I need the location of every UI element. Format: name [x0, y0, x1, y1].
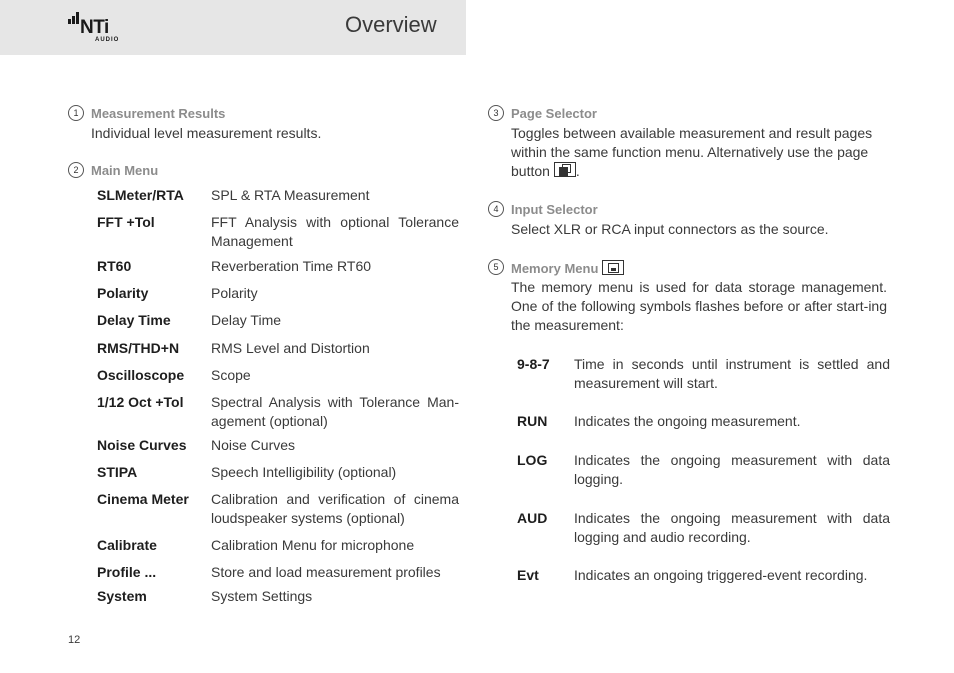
menu-key: System	[97, 588, 147, 604]
menu-key: Polarity	[97, 285, 149, 301]
section-number-5: 5	[488, 259, 504, 275]
menu-value: Noise Curves	[211, 437, 296, 453]
section-text-memory-menu: The memory menu is used for data storage management. One of the following symbols flashes before or after start-ing the measurement:	[511, 279, 887, 333]
logo-subtext: AUDIO	[95, 37, 120, 43]
symbol-value: Indicates the ongoing measurement with data logging.	[574, 452, 890, 487]
section-text-measurement-results: Individual level measurement results.	[91, 125, 322, 141]
symbol-key: 9-8-7	[517, 356, 550, 372]
menu-key: Noise Curves	[97, 437, 187, 453]
menu-key: Oscilloscope	[97, 367, 185, 383]
menu-value: SPL & RTA Measurement	[211, 187, 370, 203]
section-number-4: 4	[488, 201, 504, 217]
menu-value: Scope	[211, 367, 251, 383]
menu-value: System Settings	[211, 588, 313, 604]
memory-disk-icon	[602, 260, 624, 275]
section-text-input-selector: Select XLR or RCA input connectors as the source.	[511, 221, 829, 237]
menu-value: Store and load measurement profiles	[211, 564, 441, 580]
memory-menu-title: Memory Menu	[511, 261, 599, 276]
page-title: Overview	[345, 12, 437, 37]
symbol-value: Time in seconds until instrument is settled and measurement will start.	[574, 356, 890, 391]
symbol-key: RUN	[517, 413, 548, 429]
menu-value: Spectral Analysis with Tolerance Man-agement (optional)	[211, 394, 459, 429]
menu-key: Delay Time	[97, 312, 171, 328]
page-selector-text: Toggles between available measurement and result pages within the same function menu. Alternatively use the page button	[511, 125, 873, 179]
page-toggle-icon	[554, 162, 576, 177]
menu-value: Calibration and verification of cinema loudspeaker systems (optional)	[211, 491, 459, 526]
section-title-measurement-results: Measurement Results	[91, 106, 226, 121]
page-number: 12	[68, 634, 81, 646]
menu-value: RMS Level and Distortion	[211, 340, 370, 356]
menu-key: SLMeter/RTA	[97, 187, 184, 203]
symbol-value: Indicates the ongoing measurement with data logging and audio recording.	[574, 510, 890, 545]
menu-key: RMS/THD+N	[97, 340, 180, 356]
symbol-key: Evt	[517, 567, 539, 583]
menu-value: Reverberation Time RT60	[211, 258, 372, 274]
menu-value: Speech Intelligibility (optional)	[211, 464, 397, 480]
menu-key: Profile ...	[97, 564, 157, 580]
menu-value: Delay Time	[211, 312, 282, 328]
section-text-page-selector	[511, 124, 889, 181]
symbol-key: AUD	[517, 510, 548, 526]
section-title-main-menu: Main Menu	[91, 163, 159, 178]
menu-value: Polarity	[211, 285, 258, 301]
menu-key: 1/12 Oct +Tol	[97, 394, 184, 410]
menu-key: Calibrate	[97, 537, 157, 553]
menu-value: Calibration Menu for microphone	[211, 537, 415, 553]
menu-key: STIPA	[97, 464, 138, 480]
section-number-2: 2	[68, 162, 84, 178]
logo-text: NTi	[80, 17, 109, 38]
symbol-key: LOG	[517, 452, 548, 468]
section-title-input-selector: Input Selector	[511, 202, 598, 217]
symbol-value: Indicates the ongoing measurement.	[574, 413, 801, 429]
section-number-1: 1	[68, 105, 84, 121]
nti-audio-logo	[68, 18, 128, 44]
section-title-memory-menu	[511, 260, 624, 276]
menu-key: Cinema Meter	[97, 491, 189, 507]
section-title-page-selector: Page Selector	[511, 106, 597, 121]
menu-value: FFT Analysis with optional Tolerance Management	[211, 214, 459, 249]
menu-key: FFT +Tol	[97, 214, 155, 230]
menu-key: RT60	[97, 258, 132, 274]
symbol-value: Indicates an ongoing triggered-event recording.	[574, 567, 868, 583]
section-number-3: 3	[488, 105, 504, 121]
page-selector-text-end: .	[575, 163, 580, 179]
